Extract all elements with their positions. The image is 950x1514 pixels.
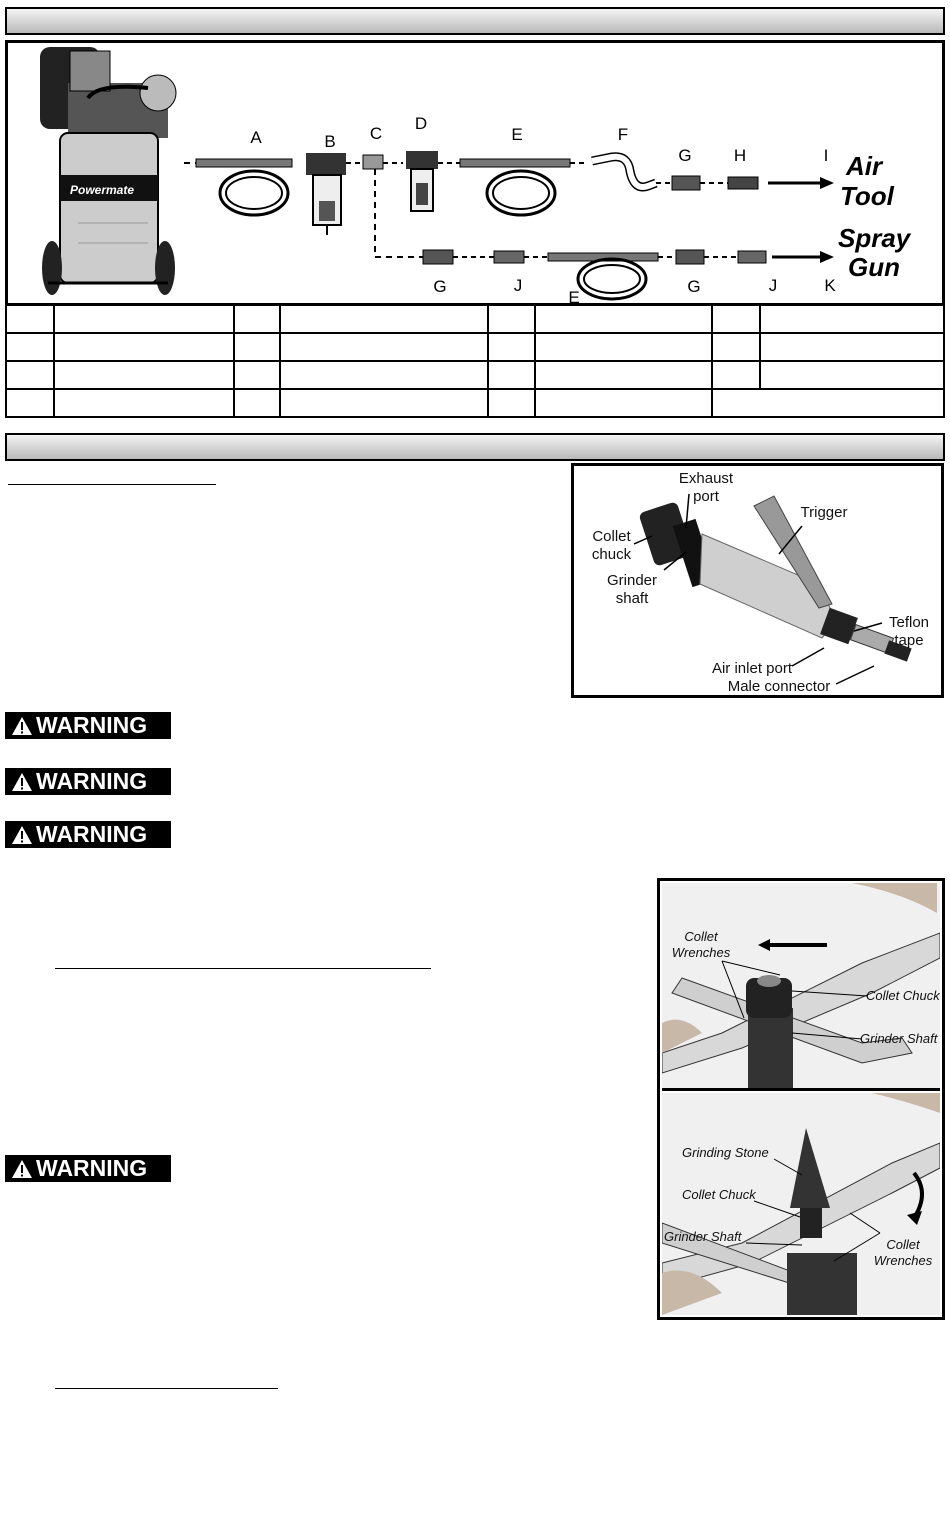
air-label: Air — [846, 151, 883, 181]
air-inlet-port-label: Air inlet port — [711, 660, 793, 677]
collet-photo-1 — [662, 883, 940, 1091]
table-row — [6, 389, 944, 417]
spray-label: Spray — [838, 223, 911, 253]
tool-label: Tool — [840, 181, 894, 211]
svg-text:G: G — [678, 146, 692, 165]
grinding-stone-install-image — [662, 1093, 940, 1315]
system-diagram-drawing — [8, 43, 942, 303]
svg-text:G: G — [687, 277, 701, 296]
section-header-bar — [5, 7, 945, 35]
grinder-shaft-label: Grinder shaft — [606, 572, 658, 607]
svg-text:I: I — [823, 146, 829, 165]
filter-b-image — [306, 153, 346, 235]
exhaust-port-label: Exhaust port — [678, 470, 734, 505]
plug-h-image — [728, 177, 758, 189]
svg-text:K: K — [824, 276, 836, 295]
warning-triangle-icon — [11, 772, 33, 792]
warning-triangle-icon — [11, 825, 33, 845]
table-row — [6, 361, 944, 389]
male-connector-label: Male connector — [727, 678, 831, 695]
grinding-stone-label: Grinding Stone — [682, 1145, 769, 1160]
trigger-label: Trigger — [800, 504, 848, 521]
svg-text:F: F — [617, 125, 629, 144]
svg-text:D: D — [414, 114, 428, 133]
warning-badge-2: WARNING — [5, 768, 171, 795]
system-diagram — [5, 40, 945, 306]
svg-text:G: G — [433, 277, 447, 296]
table-row — [6, 333, 944, 361]
tee-c-image — [363, 155, 383, 169]
warning-badge-1: WARNING — [5, 712, 171, 739]
svg-text:B: B — [324, 132, 336, 151]
parts-table — [5, 304, 945, 418]
svg-text:J: J — [768, 276, 778, 295]
collet-chuck-label-2: Collet Chuck — [682, 1187, 756, 1202]
svg-text:A: A — [250, 128, 262, 147]
svg-text:J: J — [513, 276, 523, 295]
warning-badge-3: WARNING — [5, 821, 171, 848]
teflon-tape-label: Teflon tape — [888, 614, 930, 649]
coupler-g-bottom-2-image — [676, 250, 704, 264]
warning-badge-4: WARNING — [5, 1155, 171, 1182]
collet-wrenches-label-1: Collet Wrenches — [671, 929, 731, 960]
svg-text:Powermate: Powermate — [70, 183, 135, 197]
warning-triangle-icon — [11, 716, 33, 736]
subheading-underline-1 — [55, 968, 431, 969]
hose-a-image — [196, 159, 292, 215]
coupler-g-image — [672, 176, 700, 190]
gun-label: Gun — [848, 252, 900, 282]
grinder-photo — [571, 463, 944, 698]
air-compressor-image — [40, 47, 176, 295]
lubricator-d-image — [406, 151, 438, 211]
grinder-shaft-label-1: Grinder Shaft — [860, 1031, 938, 1046]
subheading-underline-2 — [55, 1388, 278, 1389]
collet-wrenches-label-2: Collet Wrenches — [873, 1237, 933, 1268]
collet-chuck-label: Collet chuck — [591, 528, 632, 563]
collet-wrenches-loosen-image — [662, 883, 940, 1088]
hose-e-image — [460, 159, 570, 215]
section-header-bar-2 — [5, 433, 945, 461]
svg-text:E: E — [568, 288, 580, 303]
hose-e-bottom-image — [548, 253, 658, 299]
adapter-j-bottom-2-image — [738, 251, 766, 263]
warning-triangle-icon — [11, 1159, 33, 1179]
destination-labels — [838, 151, 912, 282]
svg-text:C: C — [369, 124, 383, 143]
svg-text:E: E — [511, 125, 523, 144]
collet-chuck-label-1: Collet Chuck — [866, 988, 940, 1003]
svg-text:H: H — [733, 146, 747, 165]
grinder-shaft-label-2: Grinder Shaft — [664, 1229, 742, 1244]
collet-photo-frame — [657, 878, 945, 1320]
coupler-g-bottom-1-image — [423, 250, 453, 264]
whip-hose-f-image — [592, 157, 656, 187]
heading-underline — [8, 484, 216, 485]
collet-photo-2 — [662, 1093, 940, 1315]
adapter-j-bottom-1-image — [494, 251, 524, 263]
table-row — [6, 305, 944, 333]
